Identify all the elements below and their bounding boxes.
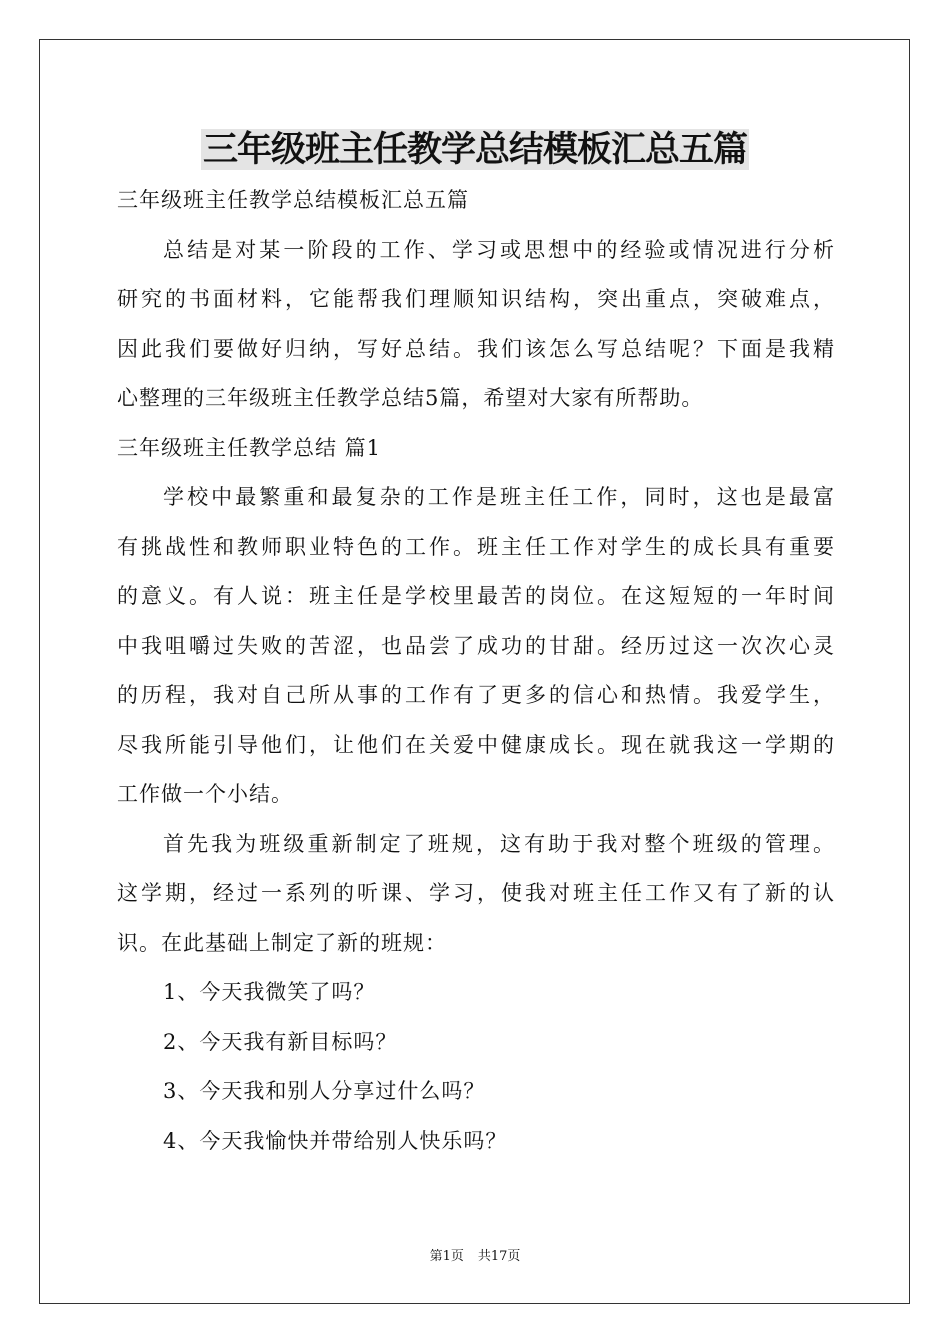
document-title	[0, 126, 950, 174]
list-item: 1、今天我微笑了吗？	[163, 980, 376, 1004]
paragraph-line: 这学期，经过一系列的听课、学习，使我对班主任工作又有了新的认	[117, 881, 835, 905]
document-title-text: 三年级班主任教学总结模板汇总五篇	[202, 129, 747, 170]
paragraph-line: 因此我们要做好归纳，写好总结。我们该怎么写总结呢？下面是我精	[117, 336, 835, 361]
paragraph-line: 尽我所能引导他们，让他们在关爱中健康成长。现在就我这一学期的	[117, 732, 835, 757]
list-item: 4、今天我愉快并带给别人快乐吗？	[163, 1128, 508, 1153]
paragraph-line: 总结是对某一阶段的工作、学习或思想中的经验或情况进行分析	[163, 237, 835, 262]
paragraph-line: 识。在此基础上制定了新的班规：	[117, 930, 447, 955]
paragraph-line: 首先我为班级重新制定了班规，这有助于我对整个班级的管理。	[163, 831, 835, 856]
paragraph-line: 中我咀嚼过失败的苦涩，也品尝了成功的甘甜。经历过这一次次心灵	[117, 633, 835, 658]
paragraph-line: 的意义。有人说：班主任是学校里最苦的岗位。在这短短的一年时间	[117, 584, 835, 608]
page-number-current: 第1页	[429, 1249, 464, 1264]
page-footer	[0, 1248, 950, 1266]
section-heading: 三年级班主任教学总结 篇1	[117, 435, 382, 460]
paragraph-line: 研究的书面材料，它能帮我们理顺知识结构，突出重点，突破难点，	[117, 287, 835, 311]
document-body	[117, 176, 835, 1166]
paragraph-line: 学校中最繁重和最复杂的工作是班主任工作，同时，这也是最富	[163, 485, 835, 509]
list-item: 2、今天我有新目标吗？	[163, 1029, 398, 1054]
paragraph-line: 有挑战性和教师职业特色的工作。班主任工作对学生的成长具有重要	[117, 534, 835, 559]
subtitle-line: 三年级班主任教学总结模板汇总五篇	[117, 188, 469, 212]
paragraph-line: 的历程，我对自己所从事的工作有了更多的信心和热情。我爱学生，	[117, 683, 835, 707]
paragraph-line: 工作做一个小结。	[117, 782, 293, 806]
paragraph-line: 心整理的三年级班主任教学总结5篇，希望对大家有所帮助。	[117, 386, 704, 410]
list-item: 3、今天我和别人分享过什么吗？	[163, 1079, 486, 1103]
page-number-total: 共17页	[477, 1249, 521, 1264]
